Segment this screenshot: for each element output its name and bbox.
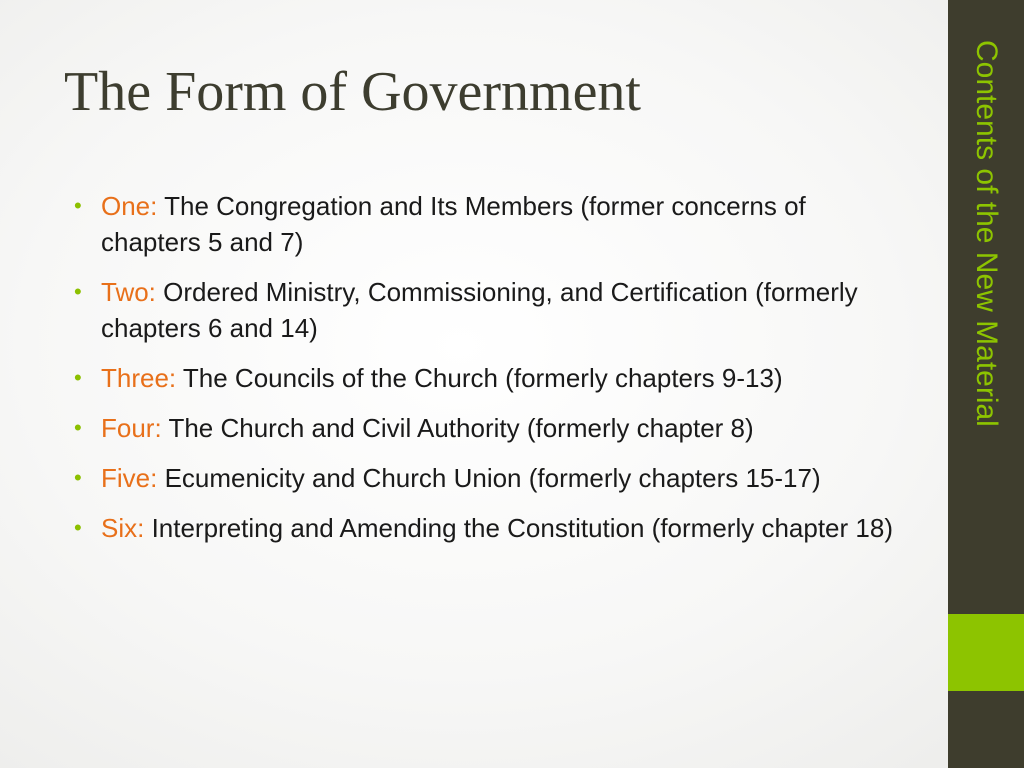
bullet-text: The Congregation and Its Members (former concerns of chapters 5 and 7) [101,191,806,257]
bullet-dot-icon: • [74,465,82,490]
bullet-text: The Councils of the Church (formerly chapters 9-13) [176,363,783,393]
bullet-text: Ordered Ministry, Commissioning, and Certification (formerly chapters 6 and 14) [101,277,858,343]
bullet-item-four [74,410,904,446]
bullet-dot-icon: • [74,279,82,304]
bullet-keyword: One: [101,191,158,221]
bullet-text: Interpreting and Amending the Constitution (formerly chapter 18) [144,513,893,543]
bullet-keyword: Two: [101,277,156,307]
bullet-item-five [74,460,904,496]
bullet-item-three [74,360,904,396]
bullet-item-two [74,274,904,346]
bullet-item-six [74,510,904,546]
bullet-dot-icon: • [74,193,82,218]
sidebar-accent-block [948,614,1024,691]
bullet-keyword: Four: [101,413,162,443]
bullet-text: The Church and Civil Authority (formerly chapter 8) [161,413,754,443]
bullet-text: Ecumenicity and Church Union (formerly chapters 15-17) [157,463,821,493]
bullet-dot-icon: • [74,415,82,440]
slide-title: The Form of Government [64,61,641,123]
bullet-keyword: Five: [101,463,158,493]
bullet-keyword: Six: [101,513,145,543]
bullet-dot-icon: • [74,365,82,390]
bullet-dot-icon: • [74,515,82,540]
bullet-list [74,188,904,560]
bullet-keyword: Three: [101,363,177,393]
bullet-item-one [74,188,904,260]
sidebar-title: Contents of the New Material [970,40,1003,427]
